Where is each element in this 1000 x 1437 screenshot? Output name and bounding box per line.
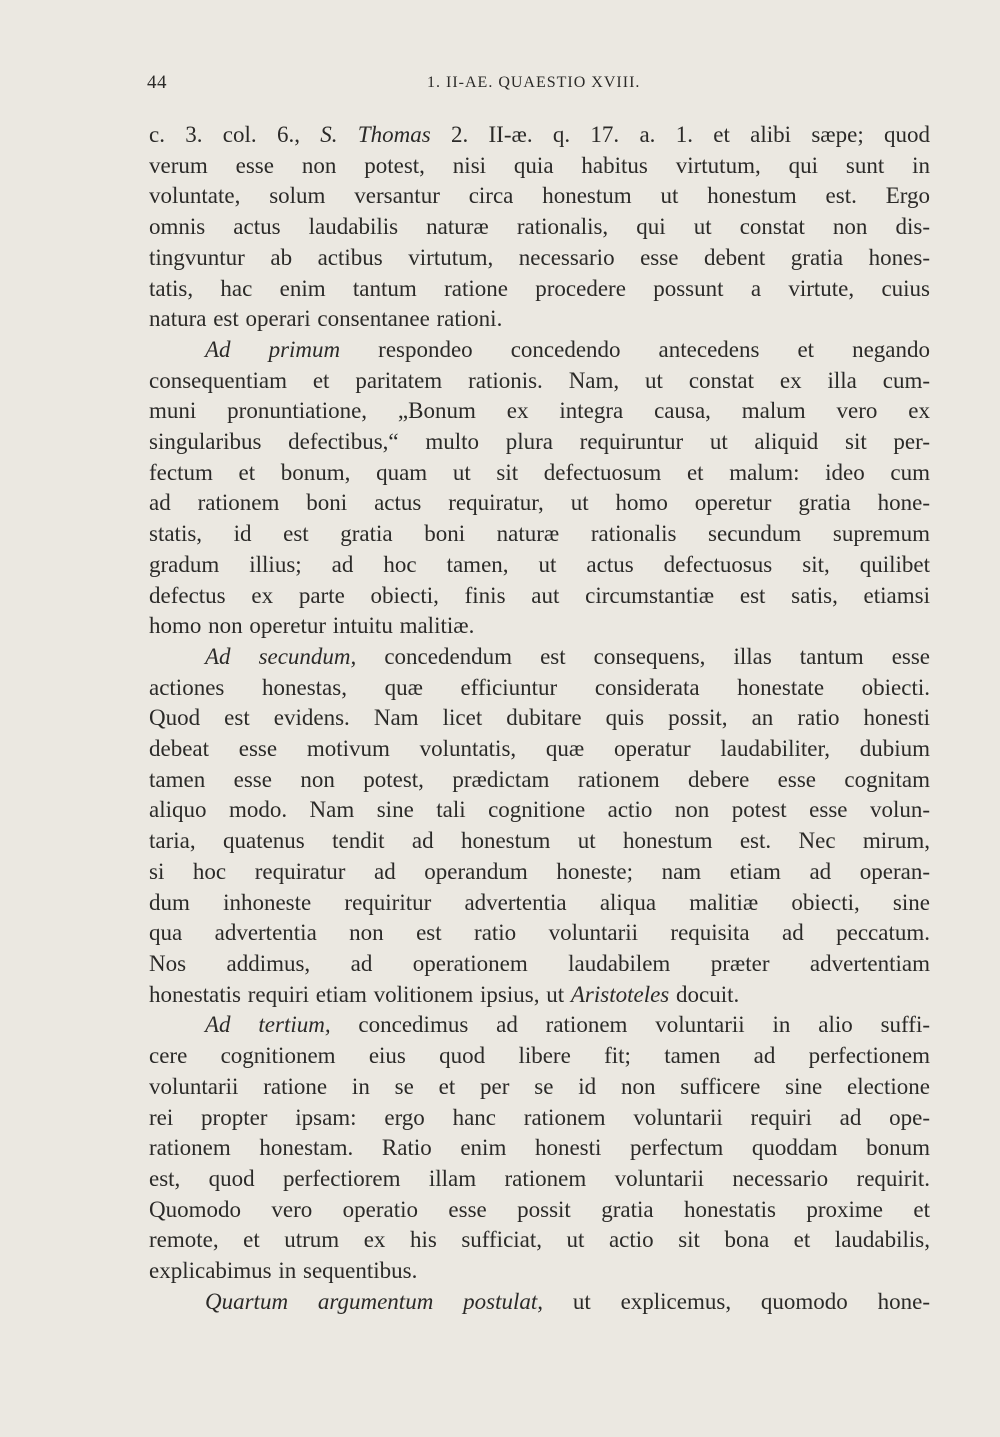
page-number: 44	[147, 72, 167, 93]
text-line: Ad tertium, concedimus ad rationem voluntarii in alio suffi-	[205, 1012, 930, 1038]
paragraph	[149, 120, 930, 335]
text-line: Quartum argumentum postulat, ut explicemus, quomodo hone-	[205, 1288, 930, 1314]
text-line: cere cognitionem eius quod libere fit; tamen ad perfectionem	[149, 1043, 930, 1069]
text-line: honestatis requiri etiam volitionem ipsius, ut Aristoteles docuit.	[149, 981, 740, 1007]
paragraph-ad-secundum	[149, 642, 930, 1010]
text-line: remote, et utrum ex his sufficiat, ut actio sit bona et laudabilis,	[149, 1227, 930, 1253]
text-line: tingvuntur ab actibus virtutum, necessario esse debent gratia hones-	[149, 244, 930, 270]
text-line: taria, quatenus tendit ad honestum ut honestum est. Nec mirum,	[149, 828, 930, 854]
text-line: aliquo modo. Nam sine tali cognitione actio non potest esse volun-	[149, 797, 930, 823]
text-line: Nos addimus, ad operationem laudabilem præter advertentiam	[149, 950, 930, 976]
text-line: muni pronuntiatione, „Bonum ex integra causa, malum vero ex	[149, 398, 930, 424]
body-text	[149, 120, 930, 1317]
text-line: explicabimus in sequentibus.	[149, 1258, 418, 1284]
text-line: omnis actus laudabilis naturæ rationalis, qui ut constat non dis-	[149, 214, 930, 240]
text-line: statis, id est gratia boni naturæ rationalis secundum supremum	[149, 521, 930, 547]
text-line: Quod est evidens. Nam licet dubitare quis possit, an ratio honesti	[149, 705, 930, 731]
text-line: ad rationem boni actus requiratur, ut homo operetur gratia hone-	[149, 490, 930, 516]
text-line: singularibus defectibus,“ multo plura requiruntur ut aliquid sit per-	[149, 429, 930, 455]
text-line: rei propter ipsam: ergo hanc rationem voluntarii requiri ad ope-	[149, 1104, 930, 1130]
text-line: voluntate, solum versantur circa honestum ut honestum est. Ergo	[149, 183, 930, 209]
paragraph-quartum	[149, 1287, 930, 1318]
text-line: tatis, hac enim tantum ratione procedere possunt a virtute, cuius	[149, 275, 930, 301]
text-line: si hoc requiratur ad operandum honeste; nam etiam ad operan-	[149, 858, 930, 884]
paragraph-ad-primum	[149, 335, 930, 642]
paragraph-ad-tertium	[149, 1010, 930, 1286]
text-line: debeat esse motivum voluntatis, quæ operatur laudabiliter, dubium	[149, 736, 930, 762]
text-line: voluntarii ratione in se et per se id non sufficere sine electione	[149, 1073, 930, 1099]
text-line: defectus ex parte obiecti, finis aut circumstantiæ est satis, etiamsi	[149, 582, 930, 608]
text-line: homo non operetur intuitu malitiæ.	[149, 613, 475, 639]
text-line: est, quod perfectiorem illam rationem voluntarii necessario requirit.	[149, 1165, 930, 1191]
text-line: gradum illius; ad hoc tamen, ut actus defectuosus sit, quilibet	[149, 551, 930, 577]
text-line: tamen esse non potest, prædictam rationem debere esse cognitam	[149, 766, 930, 792]
text-line: verum esse non potest, nisi quia habitus virtutum, qui sunt in	[149, 152, 930, 178]
page-header	[147, 72, 930, 96]
text-line: Ad primum respondeo concedendo antecedens et negando	[205, 336, 930, 362]
text-line: Ad secundum, concedendum est consequens, illas tantum esse	[205, 643, 931, 669]
text-line: fectum et bonum, quam ut sit defectuosum et malum: ideo cum	[149, 459, 930, 485]
text-line: consequentiam et paritatem rationis. Nam, ut constat ex illa cum-	[149, 367, 930, 393]
text-line: actiones honestas, quæ efficiuntur considerata honestate obiecti.	[149, 674, 930, 700]
text-line: rationem honestam. Ratio enim honesti perfectum quoddam bonum	[149, 1135, 930, 1161]
text-line: Quomodo vero operatio esse possit gratia honestatis proxime et	[149, 1196, 930, 1222]
running-head: 1. II-AE. QUAESTIO XVIII.	[427, 74, 641, 91]
text-line: dum inhoneste requiritur advertentia aliqua malitiæ obiecti, sine	[149, 889, 930, 915]
text-line: qua advertentia non est ratio voluntarii requisita ad peccatum.	[149, 920, 930, 946]
text-line: natura est operari consentanee rationi.	[149, 306, 503, 332]
text-line: c. 3. col. 6., S. Thomas 2. II-æ. q. 17. a. 1. et alibi sæpe; quod	[149, 122, 930, 147]
